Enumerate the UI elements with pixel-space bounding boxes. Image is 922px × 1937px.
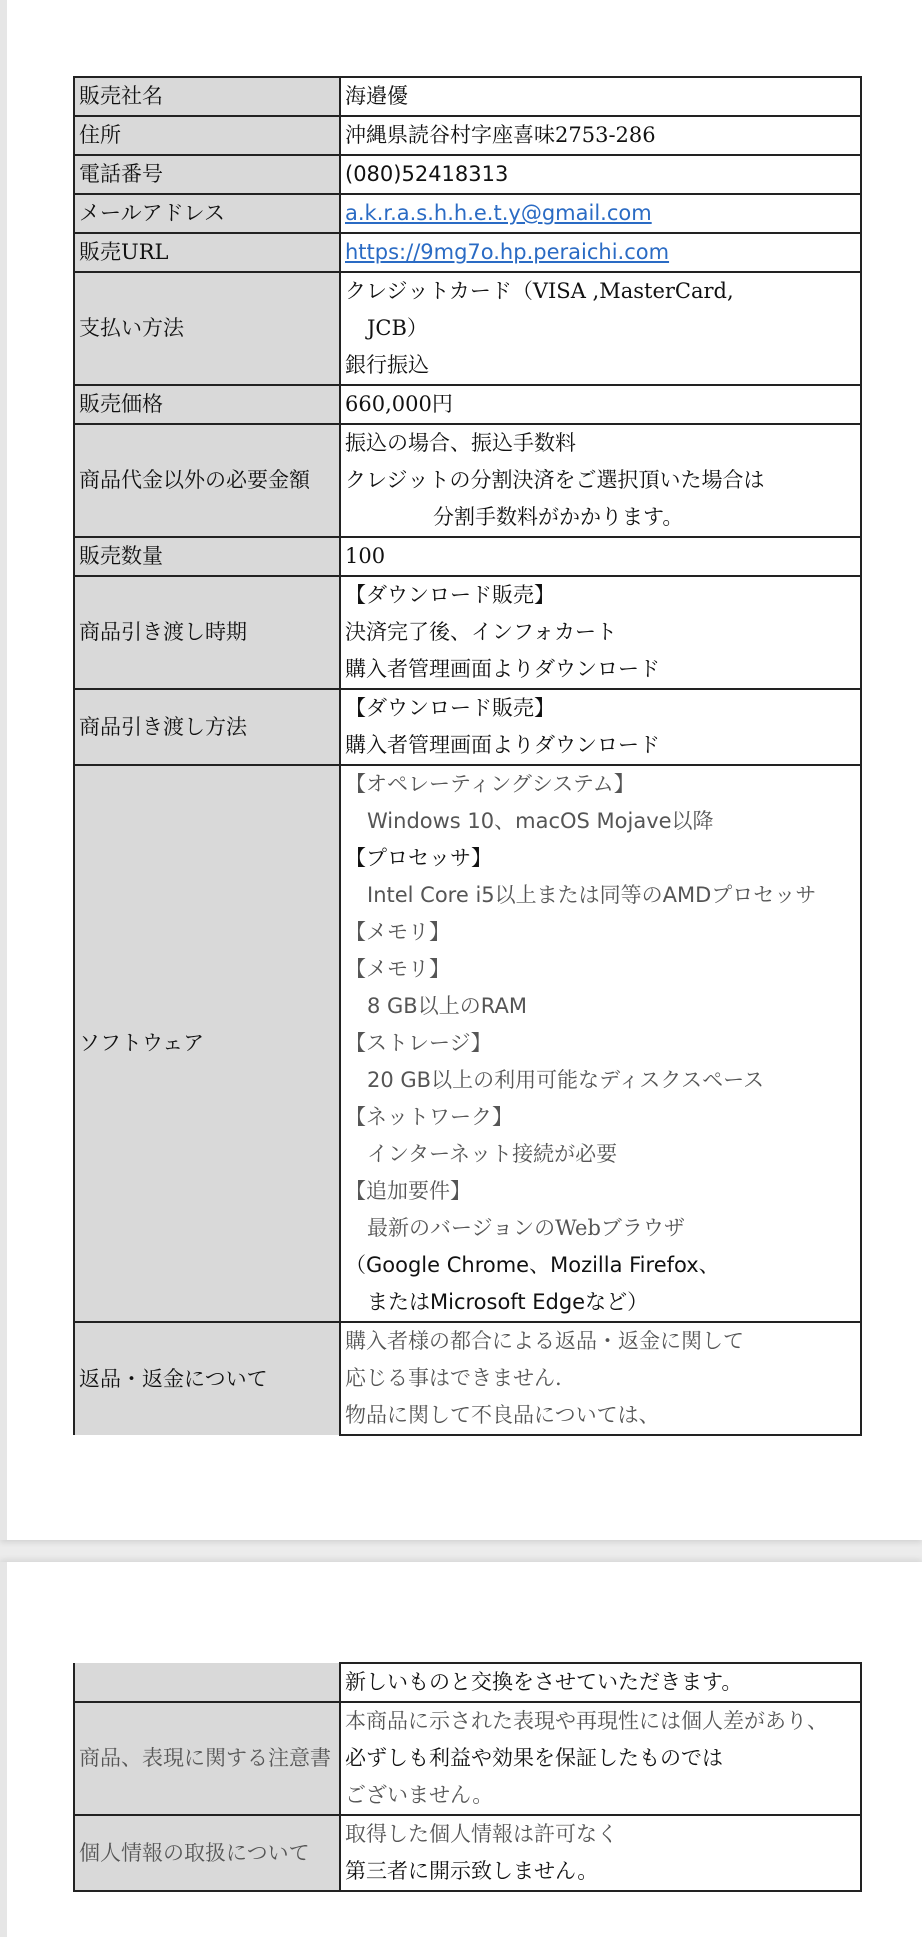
software-line-14: （Google Chrome、Mozilla Firefox、	[345, 1253, 720, 1277]
row-label-returns	[74, 1322, 340, 1435]
software-line-10: 【ネットワーク】	[345, 1105, 513, 1129]
row-label-phone: 電話番号	[74, 155, 340, 194]
table-row	[74, 233, 861, 272]
price-value: 660,000円	[345, 392, 453, 416]
software-line-12: 【追加要件】	[345, 1179, 471, 1203]
table-row	[74, 765, 861, 1322]
privacy-line-1: 取得した個人情報は許可なく	[345, 1822, 618, 1846]
expression-notice-line-1: 本商品に示された表現や再現性には個人差があり、	[345, 1709, 828, 1733]
returns-line-3: 物品に関して不良品については、	[345, 1403, 660, 1427]
extra-costs-line-2: クレジットの分割決済をご選択頂いた場合は	[345, 468, 765, 492]
seller-info-table	[73, 76, 862, 1436]
software-line-6: 【メモリ】	[345, 957, 450, 981]
expression-notice-line-3: ございません。	[345, 1783, 494, 1807]
quantity-value: 100	[345, 544, 386, 568]
software-line-4: Intel Core i5以上または同等のAMDプロセッサ	[367, 883, 817, 907]
row-label-extra-costs: 商品代金以外の必要金額	[74, 424, 340, 537]
table-row	[74, 77, 861, 116]
software-line-2: Windows 10、macOS Mojave以降	[367, 809, 714, 833]
software-line-9: 20 GB以上の利用可能なディスクスペース	[367, 1068, 765, 1092]
row-label-email: メールアドレス	[74, 194, 340, 233]
table-row	[74, 1815, 861, 1891]
row-label-seller-name: 販売社名	[74, 77, 340, 116]
returns-continued-line: 新しいものと交換をさせていただきます。	[345, 1670, 743, 1694]
table-row	[74, 385, 861, 424]
payment-line-2: JCB）	[367, 316, 428, 340]
row-label-delivery-method: 商品引き渡し方法	[74, 689, 340, 765]
table-row	[74, 116, 861, 155]
returns-line-1: 購入者様の都合による返品・返金に関して	[345, 1329, 744, 1353]
software-line-15: またはMicrosoft Edgeなど）	[367, 1290, 649, 1314]
email-link[interactable]: a.k.r.a.s.h.h.e.t.y@gmail.com	[345, 201, 652, 225]
row-label-address: 住所	[74, 116, 340, 155]
table-row	[74, 1702, 861, 1815]
payment-line-1: クレジットカード（VISA ,MasterCard,	[345, 279, 734, 303]
table-row	[74, 1663, 861, 1702]
row-label-software: ソフトウェア	[74, 765, 340, 1322]
extra-costs-line-1: 振込の場合、振込手数料	[345, 431, 576, 455]
table-row	[74, 1322, 861, 1435]
row-label-privacy: 個人情報の取扱について	[74, 1815, 340, 1891]
software-line-3: 【プロセッサ】	[345, 846, 492, 870]
row-label-payment: 支払い方法	[74, 272, 340, 385]
address-value: 沖縄県読谷村字座喜味2753-286	[345, 123, 656, 147]
expression-notice-line-2: 必ずしも利益や効果を保証したものでは	[345, 1746, 723, 1770]
row-label-expression-notice: 商品、表現に関する注意書	[74, 1702, 340, 1815]
software-line-7: 8 GB以上のRAM	[367, 994, 527, 1018]
table-row	[74, 537, 861, 576]
table-row	[74, 689, 861, 765]
seller-info-table-continued	[73, 1662, 862, 1892]
software-line-13: 最新のバージョンのWebブラウザ	[367, 1216, 685, 1240]
row-label-quantity: 販売数量	[74, 537, 340, 576]
document-page-2	[0, 1562, 922, 1937]
table-row	[74, 576, 861, 689]
row-label-sales-url: 販売URL	[74, 233, 340, 272]
row-label-price: 販売価格	[74, 385, 340, 424]
delivery-time-line-1: 【ダウンロード販売】	[345, 583, 555, 607]
delivery-time-line-2: 決済完了後、インフォカート	[345, 620, 617, 644]
privacy-line-2: 第三者に開示致しません。	[345, 1859, 599, 1883]
table-row	[74, 272, 861, 385]
software-line-5: 【メモリ】	[345, 920, 450, 944]
table-row	[74, 424, 861, 537]
sales-url-link[interactable]: https://9mg7o.hp.peraichi.com	[345, 240, 670, 264]
phone-value: (080)52418313	[345, 162, 509, 186]
delivery-time-line-3: 購入者管理画面よりダウンロード	[345, 657, 660, 681]
seller-name-value: 海邉優	[345, 84, 408, 108]
software-line-1: 【オペレーティングシステム】	[345, 772, 635, 796]
delivery-method-line-2: 購入者管理画面よりダウンロード	[345, 733, 660, 757]
returns-line-2: 応じる事はできません.	[345, 1366, 562, 1390]
returns-label-text: 返品・返金について	[79, 1366, 268, 1391]
delivery-method-line-1: 【ダウンロード販売】	[345, 696, 555, 720]
extra-costs-line-3: 分割手数料がかかります。	[433, 505, 684, 529]
row-label-returns-continued	[74, 1663, 340, 1702]
software-line-11: インターネット接続が必要	[367, 1142, 618, 1166]
payment-line-3: 銀行振込	[345, 353, 429, 377]
table-row	[74, 155, 861, 194]
software-line-8: 【ストレージ】	[345, 1031, 492, 1055]
table-row	[74, 194, 861, 233]
row-label-delivery-time: 商品引き渡し時期	[74, 576, 340, 689]
